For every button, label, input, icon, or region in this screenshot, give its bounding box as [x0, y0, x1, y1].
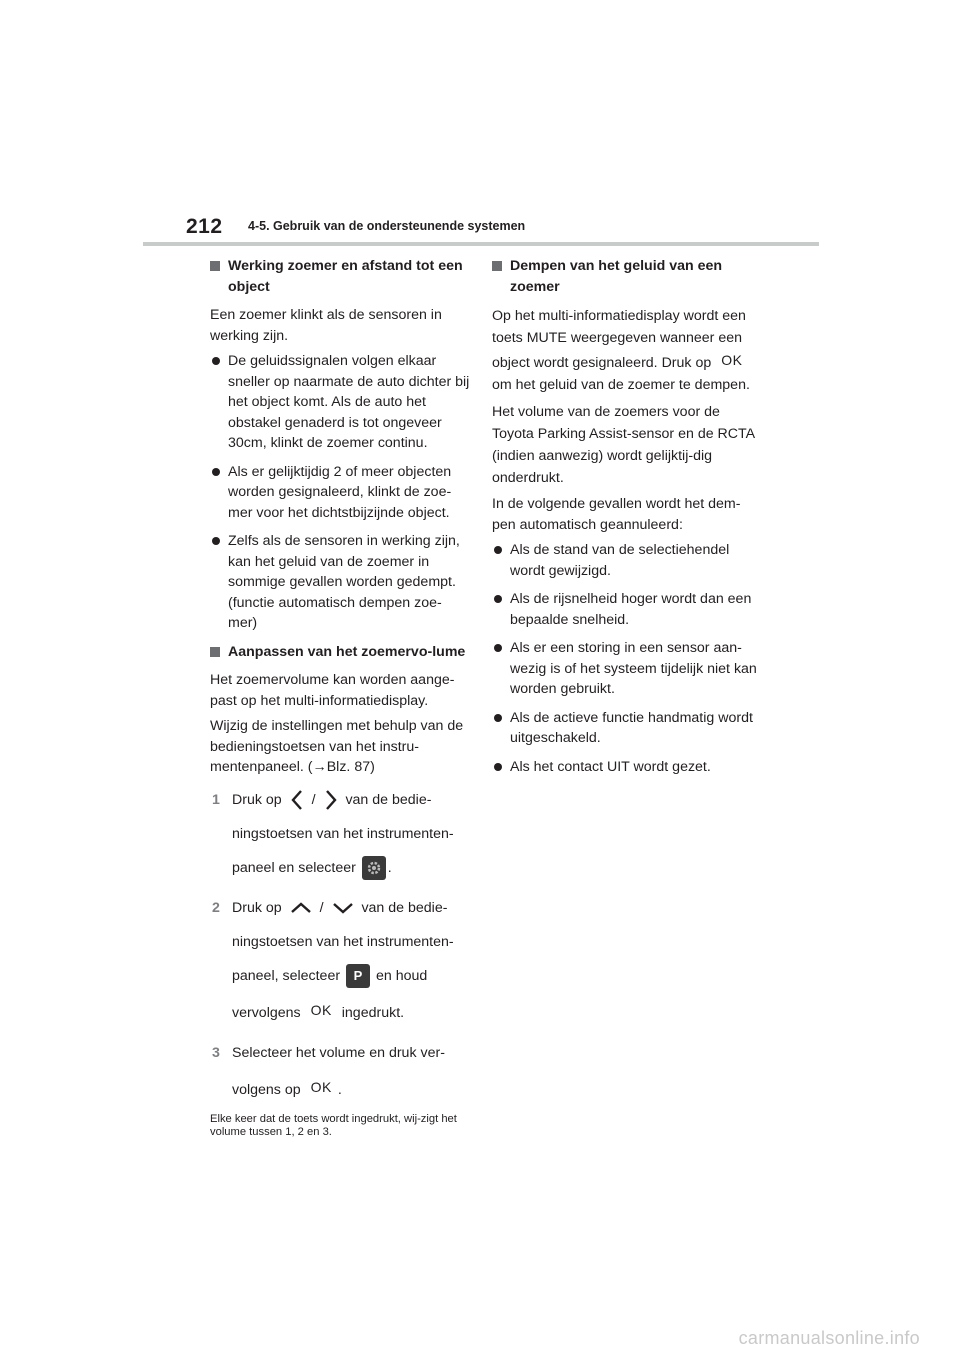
left-column — [210, 256, 470, 1139]
ok-button-icon: OK — [310, 1001, 332, 1018]
paragraph: Het zoemervolume kan worden aange-past op het multi-informatiedisplay. — [210, 672, 455, 709]
right-column — [492, 256, 762, 785]
step-2: 2 Druk op / van de bedie-ningstoetsen van het instrumenten-paneel, selecteer P en houd vervolgens OK ingedrukt. — [210, 891, 470, 1030]
square-bullet-icon — [492, 261, 502, 271]
chevron-right-icon — [324, 789, 338, 811]
bullet-dot-icon — [494, 763, 502, 771]
gear-icon — [362, 856, 386, 880]
list-item: Als er gelijktijdig 2 of meer objecten worden gesignaleerd, klinkt de zoe-mer voor het dichtstbijzijnde object. — [210, 462, 470, 524]
note-text: Elke keer dat de toets wordt ingedrukt, wij-zigt het volume tussen 1, 2 en 3. — [210, 1112, 457, 1138]
bullet-dot-icon — [212, 468, 220, 476]
paragraph: In de volgende gevallen wordt het dem-pen automatisch geannuleerd: — [492, 496, 741, 533]
bullet-dot-icon — [212, 537, 220, 545]
section-title: 4-5. Gebruik van de ondersteunende systemen — [248, 219, 526, 233]
paragraph: Wijzig de instellingen met behulp van de bedieningstoetsen van het instru-mentenpaneel. (→Blz. 87) — [210, 718, 464, 775]
header-rule — [143, 242, 819, 246]
step-number: 2 — [212, 899, 220, 916]
page-number: 212 — [186, 215, 223, 238]
list-item: De geluidssignalen volgen elkaar sneller op naarmate de auto dichter bij het object komt. Als de auto het obstakel genaderd is tot ongeveer 30cm, klinkt de zoemer continu. — [210, 351, 470, 454]
bullet-dot-icon — [494, 546, 502, 554]
parking-assist-icon: P — [346, 964, 370, 988]
paragraph: Een zoemer klinkt als de sensoren in werking zijn. — [210, 307, 442, 344]
square-bullet-icon — [210, 647, 220, 657]
list-item: Als het contact UIT wordt gezet. — [492, 757, 762, 778]
heading-mute-buzzer: Dempen van het geluid van een zoemer — [492, 256, 762, 297]
bullet-dot-icon — [494, 595, 502, 603]
bullet-dot-icon — [494, 644, 502, 652]
step-3: 3 Selecteer het volume en druk ver-volgens op OK . — [210, 1036, 470, 1107]
chevron-up-icon — [290, 901, 312, 915]
paragraph: Het volume van de zoemers voor de Toyota Parking Assist-sensor en de RCTA (indien aanwezig) wordt gelijktij-dig onderdrukt. — [492, 404, 755, 486]
list-item: Als er een storing in een sensor aan-wezig is of het systeem tijdelijk niet kan worden gebruikt. — [492, 638, 762, 700]
bullet-dot-icon — [212, 357, 220, 365]
ok-button-icon: OK — [721, 352, 743, 368]
list-item: Als de rijsnelheid hoger wordt dan een bepaalde snelheid. — [492, 589, 762, 630]
list-item: Als de stand van de selectiehendel wordt gewijzigd. — [492, 540, 762, 581]
square-bullet-icon — [210, 261, 220, 271]
paragraph: Op het multi-informatiedisplay wordt een toets MUTE weergegeven wanneer een object wordt gesignaleerd. Druk op OK om het geluid van de zoemer te dempen. — [492, 308, 750, 393]
ok-button-icon: OK — [310, 1078, 332, 1095]
heading-buzzer-distance: Werking zoemer en afstand tot een object — [210, 256, 470, 297]
step-number: 1 — [212, 791, 220, 808]
step-1: 1 Druk op / van de bedie-ningstoetsen van het instrumenten-paneel en selecteer . — [210, 783, 470, 885]
heading-volume-adjust: Aanpassen van het zoemervo-lume — [210, 642, 470, 663]
step-number: 3 — [212, 1044, 220, 1061]
chevron-left-icon — [290, 789, 304, 811]
bullet-dot-icon — [494, 714, 502, 722]
list-item: Zelfs als de sensoren in werking zijn, kan het geluid van de zoemer in sommige gevallen worden gedempt. (functie automatisch dempen zoe-mer) — [210, 531, 470, 634]
watermark: carmanualsonline.info — [738, 1328, 920, 1348]
list-item: Als de actieve functie handmatig wordt uitgeschakeld. — [492, 708, 762, 749]
chevron-down-icon — [332, 901, 354, 915]
